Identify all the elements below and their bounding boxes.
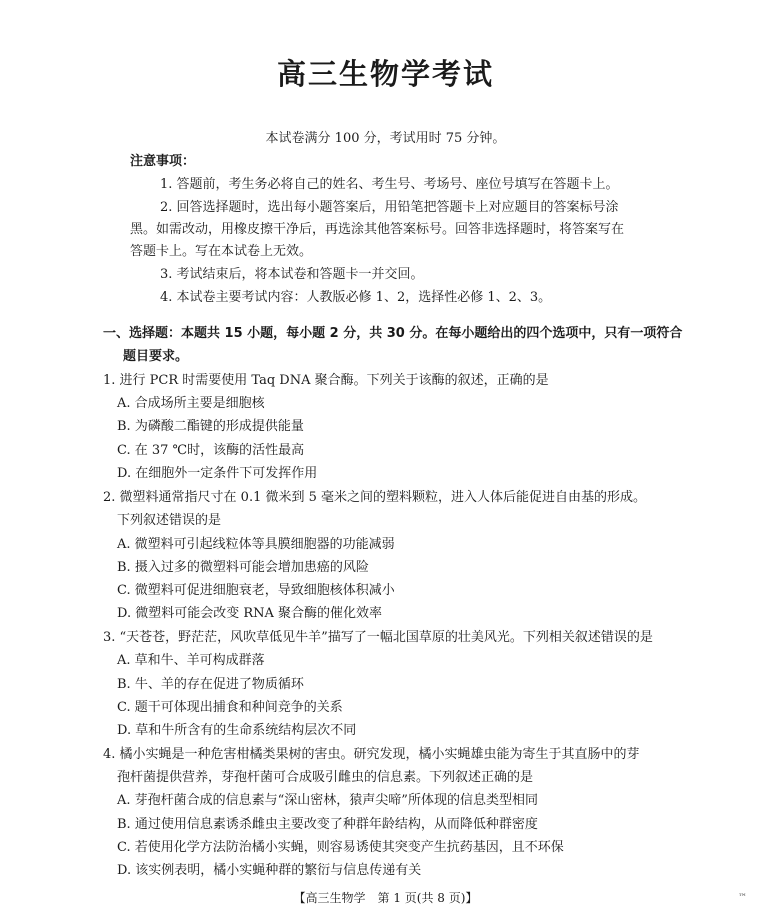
option-a: A. 芽孢杆菌合成的信息素与“深山密林，猿声尖啼”所体现的信息类型相同 (117, 793, 538, 808)
question-stem: 1. 进行 PCR 时需要使用 Taq DNA 聚合酶。下列关于该酶的叙述，正确的是 (103, 373, 549, 388)
option-c: C. 微塑料可促进细胞衰老，导致细胞核体积减小 (117, 583, 395, 598)
question-stem-cont: 下列叙述错误的是 (117, 513, 222, 528)
question-stem: 2. 微塑料通常指尺寸在 0.1 微米到 5 毫米之间的塑料颗粒，进入人体后能促进自由基的形成。 (103, 490, 647, 505)
question-stem: 4. 橘小实蝇是一种危害柑橘类果树的害虫。研究发现，橘小实蝇雄虫能为寄生于其直肠中的芽 (103, 747, 640, 762)
option-b: B. 牛、羊的存在促进了物质循环 (117, 677, 304, 692)
notice-line: 4. 本试卷主要考试内容：人教版必修 1、2，选择性必修 1、2、3。 (160, 290, 552, 305)
option-c: C. 若使用化学方法防治橘小实蝇，则容易诱使其突变产生抗药基因，且不环保 (117, 840, 564, 855)
notice-heading: 注意事项： (130, 154, 196, 169)
option-b: B. 摄入过多的微塑料可能会增加患癌的风险 (117, 560, 369, 575)
page-title: 高三生物学考试 (276, 57, 494, 91)
notice-line: 3. 考试结束后，将本试卷和答题卡一并交回。 (160, 267, 424, 282)
subtitle: 本试卷满分 100 分，考试用时 75 分钟。 (265, 131, 506, 146)
notice-line: 答题卡上。写在本试卷上无效。 (130, 244, 313, 259)
question-stem: 3. “天苍苍，野茫茫，风吹草低见牛羊”描写了一幅北国草原的壮美风光。下列相关叙述错误的是 (103, 630, 653, 645)
option-b: B. 通过使用信息素诱杀雌虫主要改变了种群年龄结构，从而降低种群密度 (117, 817, 538, 832)
option-d: D. 该实例表明，橘小实蝇种群的繁衍与信息传递有关 (117, 863, 422, 878)
option-b: B. 为磷酸二酯键的形成提供能量 (117, 419, 304, 434)
option-c: C. 题干可体现出捕食和种间竞争的关系 (117, 700, 343, 715)
page-footer: 【高三生物学 第 1 页(共 8 页)】 (293, 891, 478, 905)
option-c: C. 在 37 ℃时，该酶的活性最高 (117, 443, 305, 458)
option-a: A. 微塑料可引起线粒体等具膜细胞器的功能减弱 (117, 537, 395, 552)
section-heading-cont: 题目要求。 (123, 349, 189, 364)
option-d: D. 微塑料可能会改变 RNA 聚合酶的催化效率 (117, 606, 383, 621)
option-d: D. 草和牛所含有的生命系统结构层次不同 (117, 723, 357, 738)
option-a: A. 草和牛、羊可构成群落 (117, 653, 265, 668)
corner-mark: ™ (738, 893, 747, 903)
notice-line: 2. 回答选择题时，选出每小题答案后，用铅笔把答题卡上对应题目的答案标号涂 (160, 200, 619, 215)
option-a: A. 合成场所主要是细胞核 (117, 396, 265, 411)
notice-line: 1. 答题前，考生务必将自己的姓名、考生号、考场号、座位号填写在答题卡上。 (160, 177, 619, 192)
option-d: D. 在细胞外一定条件下可发挥作用 (117, 466, 318, 481)
notice-line: 黑。如需改动，用橡皮擦干净后，再选涂其他答案标号。回答非选择题时，将答案写在 (130, 222, 625, 237)
section-heading: 一、选择题：本题共 15 小题，每小题 2 分，共 30 分。在每小题给出的四个选项中，只有一项符合 (103, 326, 683, 341)
question-stem-cont: 孢杆菌提供营养，芽孢杆菌可合成吸引雌虫的信息素。下列叙述正确的是 (117, 770, 534, 785)
